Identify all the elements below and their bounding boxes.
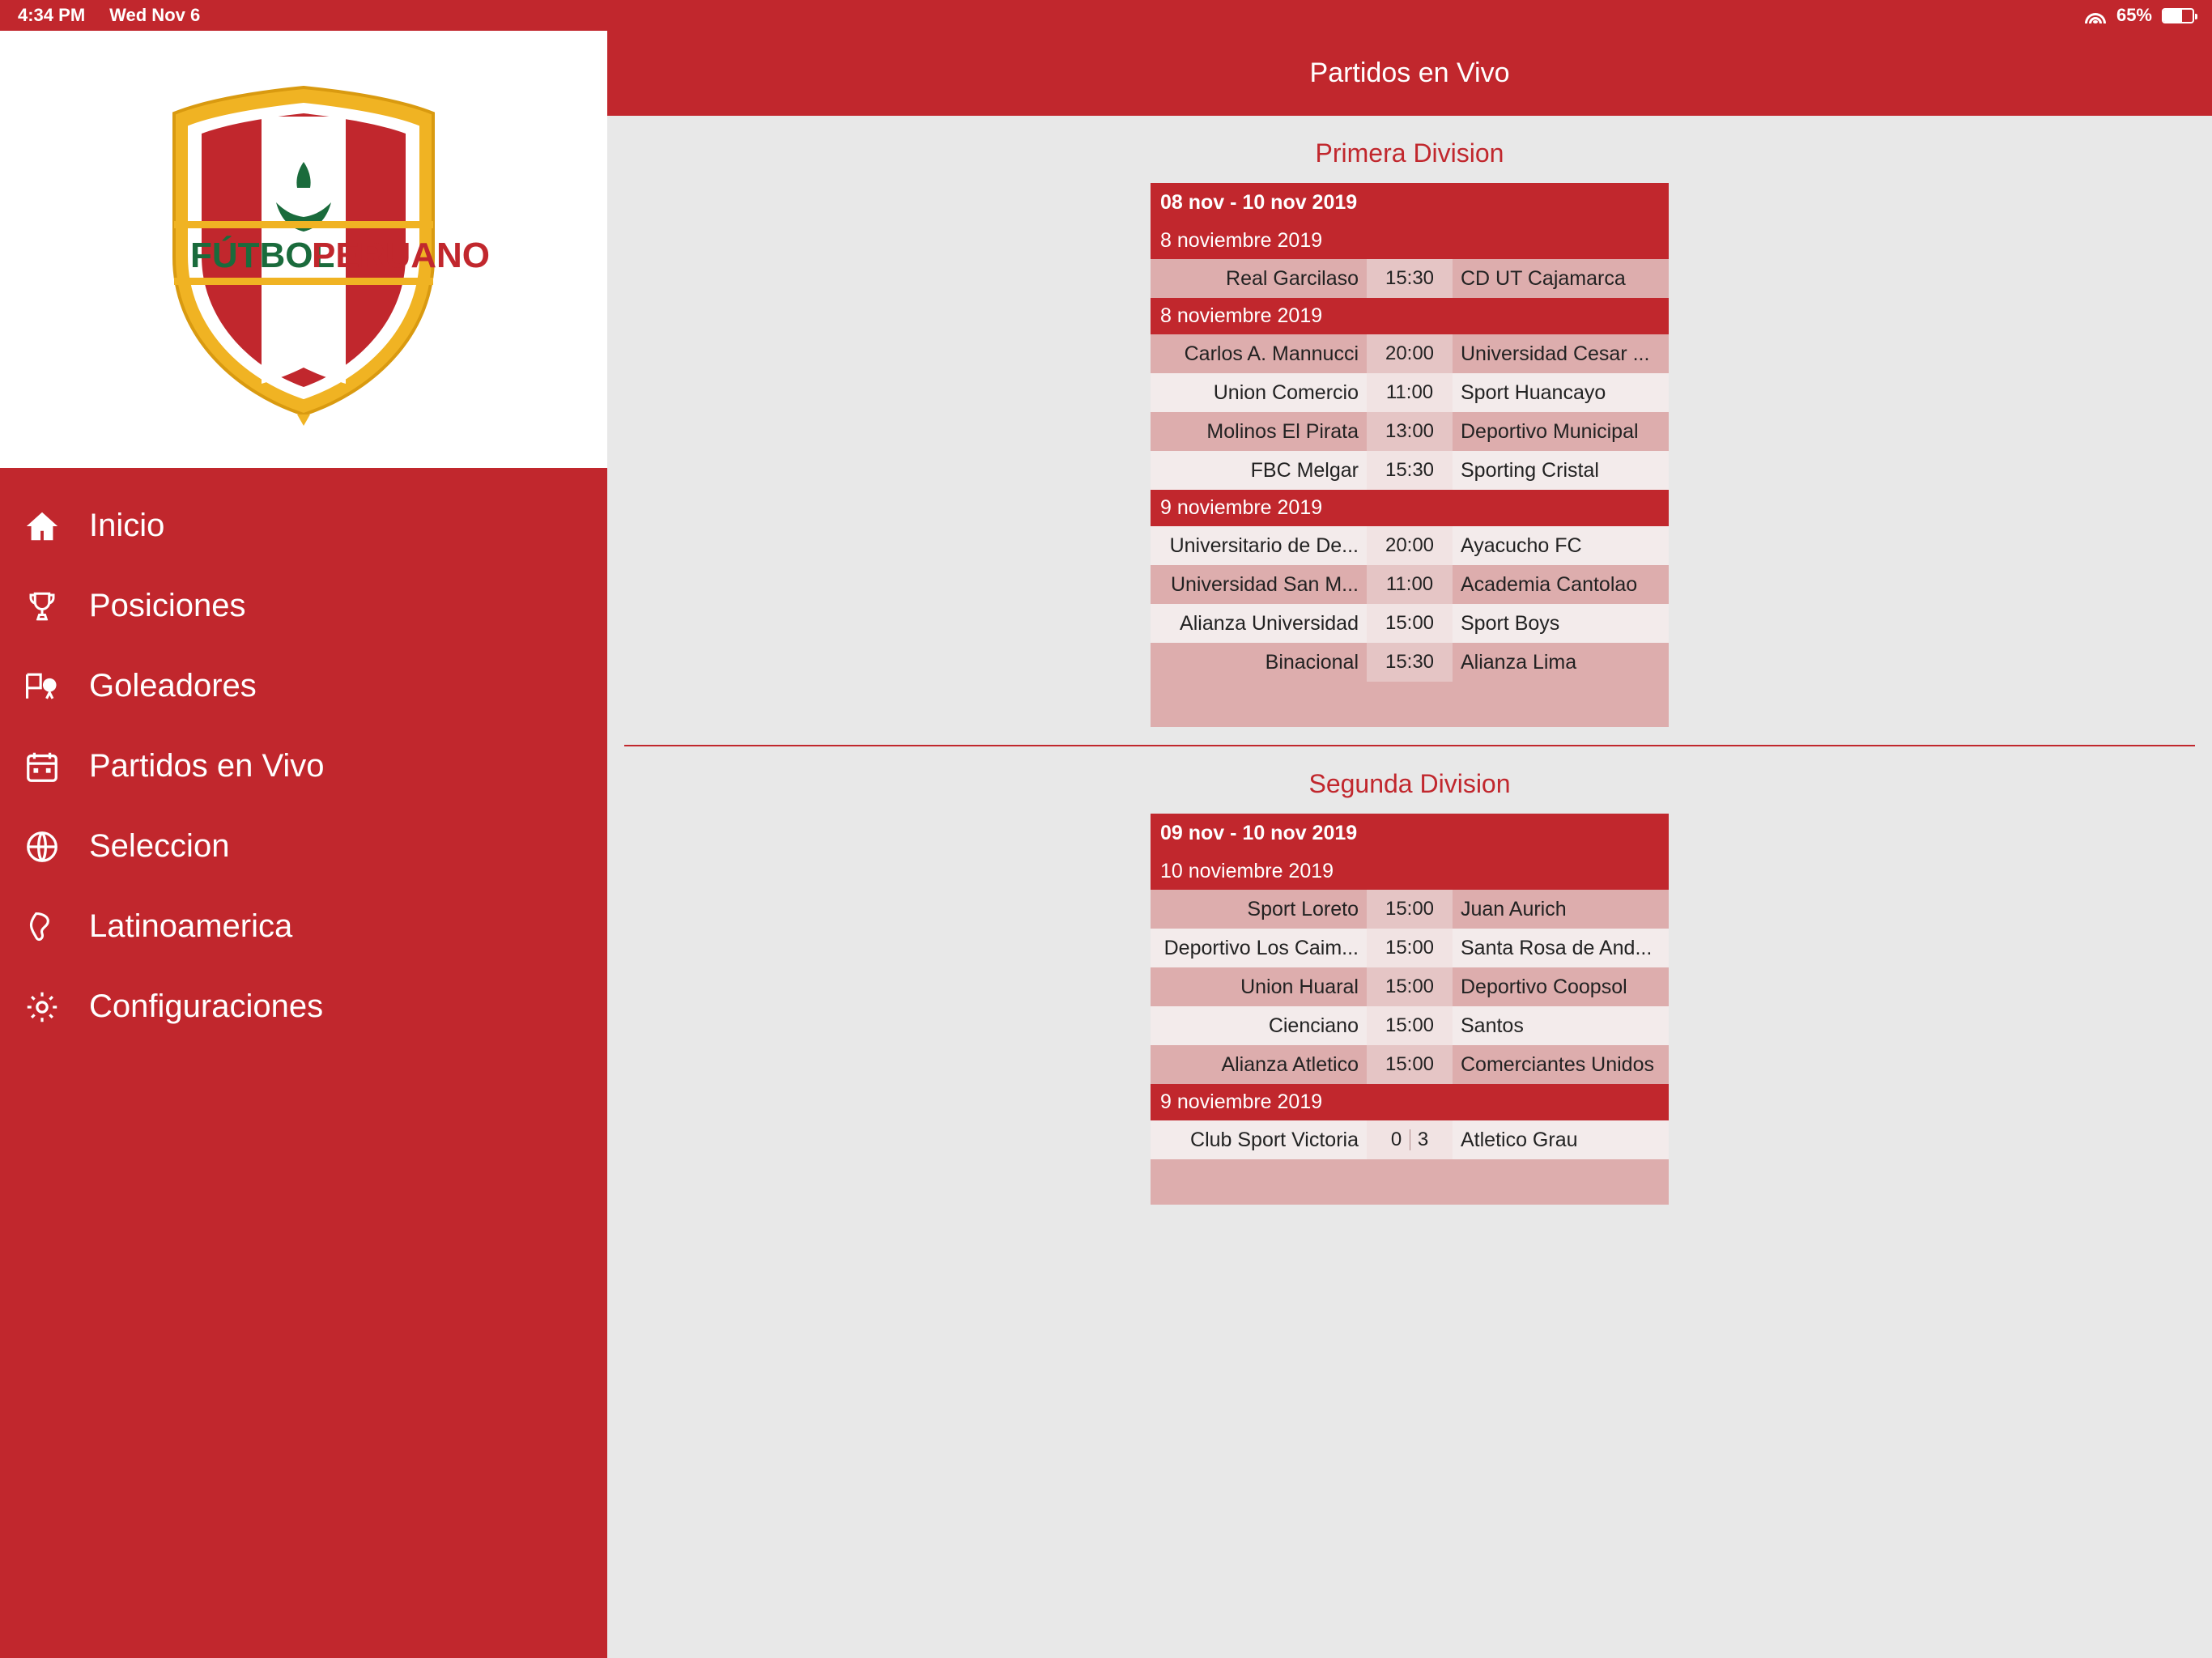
date-header: 8 noviembre 2019 bbox=[1151, 298, 1669, 334]
home-team: Carlos A. Mannucci bbox=[1184, 342, 1359, 365]
matches-table bbox=[1151, 183, 1669, 727]
match-time: 20:00 bbox=[1385, 342, 1435, 364]
sidebar-item-posiciones[interactable] bbox=[0, 566, 607, 646]
away-team: Alianza Lima bbox=[1461, 650, 1577, 674]
match-row[interactable] bbox=[1151, 604, 1669, 643]
match-row[interactable] bbox=[1151, 373, 1669, 412]
matches-table bbox=[1151, 814, 1669, 1205]
home-team: Universitario de De... bbox=[1169, 534, 1359, 557]
match-time: 15:00 bbox=[1385, 612, 1435, 634]
match-center bbox=[1367, 373, 1453, 412]
match-center bbox=[1367, 526, 1453, 565]
match-row[interactable] bbox=[1151, 451, 1669, 490]
table-footer-spacer bbox=[1151, 1159, 1669, 1205]
match-row[interactable] bbox=[1151, 1045, 1669, 1084]
sidebar-item-label: Partidos en Vivo bbox=[89, 748, 325, 784]
logo-panel bbox=[0, 31, 607, 468]
south-america-icon bbox=[21, 906, 63, 948]
sidebar-item-goleadores[interactable] bbox=[0, 646, 607, 726]
match-row[interactable] bbox=[1151, 967, 1669, 1006]
home-team: Universidad San M... bbox=[1170, 572, 1359, 596]
peru-crest-logo bbox=[117, 71, 490, 427]
away-team: Universidad Cesar ... bbox=[1461, 342, 1650, 365]
match-time: 15:00 bbox=[1385, 1053, 1435, 1075]
sidebar-item-inicio[interactable] bbox=[0, 486, 607, 566]
home-team: Real Garcilaso bbox=[1226, 266, 1359, 290]
sidebar-item-label: Seleccion bbox=[89, 828, 230, 864]
match-time: 15:00 bbox=[1385, 1014, 1435, 1036]
match-center bbox=[1367, 643, 1453, 682]
home-team: Molinos El Pirata bbox=[1206, 419, 1359, 443]
calendar-icon bbox=[21, 746, 63, 788]
sections-root bbox=[607, 138, 2212, 1205]
match-row[interactable] bbox=[1151, 412, 1669, 451]
date-header: 10 noviembre 2019 bbox=[1151, 853, 1669, 890]
match-time: 13:00 bbox=[1385, 420, 1435, 442]
date-header: 9 noviembre 2019 bbox=[1151, 490, 1669, 526]
sidebar bbox=[0, 0, 607, 1658]
status-time: 4:34 PM bbox=[18, 5, 86, 25]
status-bar-left bbox=[0, 5, 200, 26]
home-team: Union Huaral bbox=[1240, 975, 1359, 998]
match-center bbox=[1367, 929, 1453, 967]
match-row[interactable] bbox=[1151, 643, 1669, 682]
away-team: Academia Cantolao bbox=[1461, 572, 1638, 596]
date-header: 8 noviembre 2019 bbox=[1151, 223, 1669, 259]
sidebar-item-label: Inicio bbox=[89, 508, 165, 543]
match-row[interactable] bbox=[1151, 929, 1669, 967]
home-team: Alianza Universidad bbox=[1180, 611, 1359, 635]
match-center bbox=[1367, 1006, 1453, 1045]
match-center bbox=[1367, 967, 1453, 1006]
home-team: Club Sport Victoria bbox=[1190, 1128, 1359, 1151]
away-team: Comerciantes Unidos bbox=[1461, 1052, 1654, 1076]
top-bar bbox=[607, 31, 2212, 116]
match-time: 15:30 bbox=[1385, 267, 1435, 289]
away-team: Ayacucho FC bbox=[1461, 534, 1582, 557]
match-row[interactable] bbox=[1151, 259, 1669, 298]
match-center bbox=[1367, 451, 1453, 490]
match-center bbox=[1367, 334, 1453, 373]
sidebar-item-partidos-en-vivo[interactable] bbox=[0, 726, 607, 806]
status-bar-right bbox=[2084, 5, 2212, 26]
globe-icon bbox=[21, 826, 63, 868]
match-row[interactable] bbox=[1151, 334, 1669, 373]
week-range-header: 09 nov - 10 nov 2019 bbox=[1151, 814, 1669, 853]
match-center bbox=[1367, 1045, 1453, 1084]
home-score: 0 bbox=[1390, 1129, 1402, 1150]
svg-text:FÚTBOL: FÚTBOL bbox=[190, 236, 335, 275]
match-center bbox=[1367, 1120, 1453, 1159]
match-time: 15:00 bbox=[1385, 937, 1435, 959]
sidebar-item-label: Posiciones bbox=[89, 588, 246, 623]
table-footer-spacer bbox=[1151, 682, 1669, 727]
match-row[interactable] bbox=[1151, 1006, 1669, 1045]
status-date: Wed Nov 6 bbox=[109, 5, 201, 25]
away-team: Deportivo Coopsol bbox=[1461, 975, 1627, 998]
away-team: Atletico Grau bbox=[1461, 1128, 1578, 1151]
match-time: 20:00 bbox=[1385, 534, 1435, 556]
match-time: 15:30 bbox=[1385, 651, 1435, 673]
date-header: 9 noviembre 2019 bbox=[1151, 1084, 1669, 1120]
sidebar-item-seleccion[interactable] bbox=[0, 806, 607, 886]
match-center bbox=[1367, 565, 1453, 604]
match-time: 15:30 bbox=[1385, 459, 1435, 481]
home-team: Deportivo Los Caim... bbox=[1163, 936, 1359, 959]
match-time: 11:00 bbox=[1385, 381, 1434, 403]
gear-icon bbox=[21, 986, 63, 1028]
battery-icon bbox=[2162, 8, 2194, 23]
away-team: Deportivo Municipal bbox=[1461, 419, 1639, 443]
match-center bbox=[1367, 604, 1453, 643]
page-title: Partidos en Vivo bbox=[1309, 57, 1510, 88]
match-center bbox=[1367, 890, 1453, 929]
match-row[interactable] bbox=[1151, 890, 1669, 929]
trophy-icon bbox=[21, 585, 63, 627]
away-score: 3 bbox=[1417, 1129, 1429, 1150]
week-range-header: 08 nov - 10 nov 2019 bbox=[1151, 183, 1669, 223]
sidebar-item-label: Goleadores bbox=[89, 668, 257, 704]
sidebar-item-configuraciones[interactable] bbox=[0, 967, 607, 1047]
sidebar-item-label: Latinoamerica bbox=[89, 908, 293, 944]
away-team: Sport Huancayo bbox=[1461, 380, 1606, 404]
away-team: Santa Rosa de And... bbox=[1461, 936, 1653, 959]
home-team: FBC Melgar bbox=[1250, 458, 1359, 482]
match-time: 15:00 bbox=[1385, 976, 1435, 997]
away-team: Juan Aurich bbox=[1461, 897, 1567, 920]
match-center bbox=[1367, 259, 1453, 298]
section-title: Primera Division bbox=[1315, 138, 1504, 168]
sidebar-item-latinoamerica[interactable] bbox=[0, 886, 607, 967]
status-bar bbox=[0, 0, 2212, 31]
section-title: Segunda Division bbox=[1308, 769, 1511, 798]
home-team: Cienciano bbox=[1268, 1014, 1359, 1037]
battery-percent: 65% bbox=[2116, 5, 2152, 25]
goal-scorer-icon bbox=[21, 665, 63, 708]
wifi-icon bbox=[2084, 7, 2107, 23]
home-team: Sport Loreto bbox=[1247, 897, 1359, 920]
match-time: 15:00 bbox=[1385, 898, 1435, 920]
home-team: Binacional bbox=[1265, 650, 1359, 674]
match-center bbox=[1367, 412, 1453, 451]
sidebar-menu bbox=[0, 468, 607, 1047]
svg-text:PERUANO: PERUANO bbox=[312, 236, 490, 275]
away-team: CD UT Cajamarca bbox=[1461, 266, 1626, 290]
away-team: Santos bbox=[1461, 1014, 1524, 1037]
away-team: Sporting Cristal bbox=[1461, 458, 1599, 482]
sidebar-item-label: Configuraciones bbox=[89, 988, 324, 1024]
section-divider bbox=[624, 745, 2195, 746]
home-icon bbox=[21, 505, 63, 547]
match-row[interactable] bbox=[1151, 1120, 1669, 1159]
home-team: Alianza Atletico bbox=[1221, 1052, 1359, 1076]
away-team: Sport Boys bbox=[1461, 611, 1560, 635]
match-row[interactable] bbox=[1151, 526, 1669, 565]
match-row[interactable] bbox=[1151, 565, 1669, 604]
main-content bbox=[607, 0, 2212, 1658]
match-time: 11:00 bbox=[1385, 573, 1434, 595]
home-team: Union Comercio bbox=[1213, 380, 1359, 404]
